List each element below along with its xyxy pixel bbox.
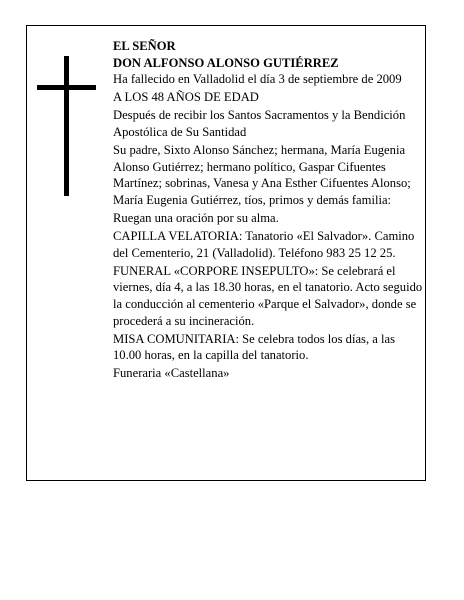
prayer-request: Ruegan una oración por su alma. <box>113 210 279 225</box>
funeral-home: Funeraria «Castellana» <box>113 366 230 381</box>
mass-info: MISA COMUNITARIA: Se celebra todos los días, a las 10.00 horas, en la capilla del tanatorio. <box>113 331 395 363</box>
sacraments-line: Después de recibir los Santos Sacramentos y la Bendición Apostólica de Su Santidad <box>113 108 406 139</box>
cross-horizontal-bar <box>37 85 96 90</box>
death-announcement: Ha fallecido en Valladolid el día 3 de septiembre de 2009 <box>113 72 402 87</box>
deceased-name: DON ALFONSO ALONSO GUTIÉRREZ <box>113 55 339 70</box>
chapel-info: CAPILLA VELATORIA: Tanatorio «El Salvador». Camino del Cementerio, 21 (Valladolid). Teléfono 983 25 12 25. <box>113 229 415 260</box>
family-list: Su padre, Sixto Alonso Sánchez; hermana, María Eugenia Alonso Gutiérrez; hermano político, Gaspar Cifuentes Martínez; sobrinas, Vanesa y Ana Esther Cifuentes Alonso; María Eugenia Gutiérrez, tíos, primos y demás familia: <box>113 143 411 207</box>
notice-body <box>113 38 425 382</box>
age-line: A LOS 48 AÑOS DE EDAD <box>113 90 259 105</box>
cross-vertical-bar <box>64 56 69 196</box>
funeral-info: FUNERAL «CORPORE INSEPULTO»: Se celebrará el viernes, día 4, a las 18.30 horas, en el tanatorio. Acto seguido la conducción al cementerio «Parque el Salvador», donde se procederá a su incineración. <box>113 263 423 328</box>
notice-title: EL SEÑOR <box>113 39 176 53</box>
